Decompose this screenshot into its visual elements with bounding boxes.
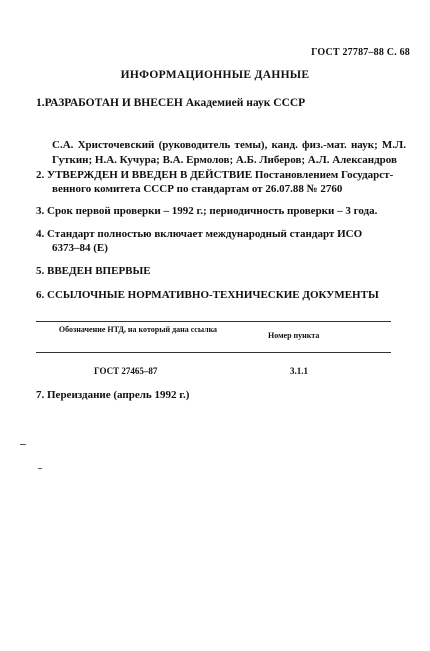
item-5 xyxy=(36,264,406,278)
item-5-heading: ВВЕДЕН ВПЕРВЫЕ xyxy=(47,265,151,277)
item-2-text: Постановлением Государст- xyxy=(252,169,394,181)
item-5-num: 5. xyxy=(36,265,45,277)
item-1-text: Академией наук СССР xyxy=(182,97,306,109)
item-4-text: Стандарт полностью включает международный стандарт ИСО xyxy=(47,228,363,240)
table-header-clause: Номер пункта xyxy=(268,331,320,340)
item-4-num: 4. xyxy=(36,228,45,240)
page-header-doc-ref: ГОСТ 27787–88 С. 68 xyxy=(311,47,410,58)
item-6 xyxy=(36,288,406,302)
item-2-heading: УТВЕРЖДЕН И ВВЕДЕН В ДЕЙСТВИЕ xyxy=(47,169,253,181)
item-6-heading: ССЫЛОЧНЫЕ НОРМАТИВНО-ТЕХНИЧЕСКИЕ ДОКУМЕНТЫ xyxy=(47,289,379,301)
item-1 xyxy=(36,96,406,110)
table-header-rule xyxy=(36,352,391,353)
item-7 xyxy=(36,388,406,402)
table-top-rule xyxy=(36,321,391,322)
item-2-continuation: венного комитета СССР по стандартам от 26.07.88 № 2760 xyxy=(52,183,343,195)
item-6-num: 6. xyxy=(36,289,45,301)
item-2-num: 2. xyxy=(36,169,45,181)
authors-list: С.А. Христочевский (руководитель темы), канд. физ.-мат. наук; М.Л. Гуткин; Н.А. Кучура; В.А. Ермолов; А.Б. Либеров; А.Л. Александров xyxy=(52,139,406,166)
item-7-num: 7. xyxy=(36,389,45,401)
item-2 xyxy=(36,168,406,182)
item-1-num: 1. xyxy=(36,97,45,109)
item-7-text: Переиздание (апрель 1992 г.) xyxy=(47,389,190,401)
item-4 xyxy=(36,227,406,241)
item-3-num: 3. xyxy=(36,205,45,217)
table-cell-doc: ГОСТ 27465–87 xyxy=(94,366,158,376)
item-4-continuation: 6373–84 (Е) xyxy=(52,242,108,254)
scan-speck xyxy=(20,444,26,445)
table-cell-clause: 3.1.1 xyxy=(290,366,308,376)
item-1-heading: РАЗРАБОТАН И ВНЕСЕН xyxy=(44,97,183,109)
page-title: ИНФОРМАЦИОННЫЕ ДАННЫЕ xyxy=(120,69,310,81)
item-3-text: Срок первой проверки – 1992 г.; периодичность проверки – 3 года. xyxy=(47,205,378,217)
scan-speck xyxy=(38,468,42,469)
item-3 xyxy=(36,204,406,218)
table-header-doc: Обозначение НТД, на который дана ссылка xyxy=(58,325,218,334)
